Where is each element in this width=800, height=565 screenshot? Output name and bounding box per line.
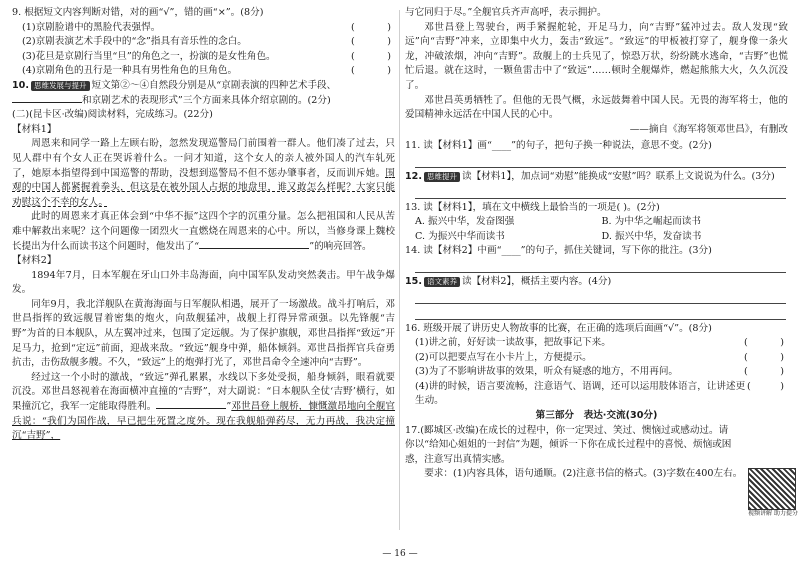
q10: 10. 思维发展与提升 短文第②～④自然段分别是从“京剧表演的四种艺术手段、 [12,79,337,91]
q10-blank[interactable] [12,102,82,103]
q13-blank[interactable] [199,248,309,249]
material-2-source: ——摘自《海军将领邓世昌》，有删改 [629,123,788,135]
material-2-para-1: 1894年7月，日本军舰在牙山口外丰岛海面，向中国军队发动突然袭击。甲午战争爆发。 [12,269,395,296]
q12: 12. 思维提升 读【材料1】，加点词“劝慰”能换成“安慰”吗？联系上文说说为什么。(3分) [405,170,775,182]
q13-option-a[interactable]: A. 振兴中华，发奋图强 [415,216,515,228]
q10-tag: 思维发展与提升 [31,81,90,91]
column-divider [399,10,400,530]
q13-options [405,215,788,244]
q13-stem: 13. 读【材料1】，填在文中横线上最恰当的一项是( )。(2分) [405,201,660,213]
q9-item-3: (3)花旦是京剧行当里“旦”的角色之一，扮演的是女性角色。 ( ) [22,50,391,62]
q9-item-1: (1)京剧脸谱中的黑脸代表强悍。 ( ) [22,21,391,33]
q11-answer-line[interactable] [415,154,786,168]
material-1-title: 【材料1】 [12,123,57,135]
left-column [12,6,395,444]
q12-tag: 思维提升 [424,172,460,182]
q16-stem: 16. 班级开展了讲历史人物故事的比赛，在正确的选项后面画“√”。(8分) [405,322,712,334]
q13-option-b[interactable]: B. 为中华之崛起而读书 [601,216,701,228]
material-1-para-1: 周恩来和同学一路上左顾右盼，忽然发现巡警局门前围着一群人。他们凑了过去，只见人群中有个女人正在哭诉着什么。一问才知道，这个女人的亲人被外国人的汽车轧死了，她原本指望得到中国巡警的帮助，没想到巡警局不但不惩办肇事者，反而训斥她。围观的中国人都紧握着拳头，但这是在被外国人占据的地盘里，谁又敢怎么样呢？大家只能劝慰这个不幸的女人。 [12,138,395,208]
q10-line2: 和京剧艺术的表现形式”三个方面来具体介绍京剧的。(2分) [12,94,395,109]
material-2-para-5: 邓世昌英勇牺牲了。但他的无畏气概，永远鼓舞着中国人民。无畏的海军将士，他的爱国精神永远活在中国人民的心中。 [405,94,788,121]
q15-answer-line-2[interactable] [415,306,786,320]
q16-item-2: (2)可以把要点写在小卡片上，方便提示。 ( ) [415,351,784,363]
q16-item-4: (4)讲的时候，语言要流畅，注意语气、语调，还可以运用肢体语言，让讲述更生动。 ( ) [415,380,784,407]
q17-requirements: 要求：(1)内容具体，语句通顺。(2)注意书信的格式。(3)字数在400左右。 [424,468,743,480]
q9-item-2: (2)京剧表演艺术手段中的“念”指具有音乐性的念白。 ( ) [22,36,391,48]
material-2-para-2: 同年9月，我北洋舰队在黄海海面与日军舰队相遇，展开了一场激战。战斗打响后，邓世昌指挥的致远舰冒着密集的炮火，向敌舰猛冲，战舰上打得异常顽强。以先锋舰“吉野”为首的日本舰队，从左翼冲过来，包围了定远舰。为了保护旗舰，邓世昌指挥“致远”开足马力，抢到“定远”前面，迎战来敌。“致远”舰身中弹，船体倾斜。邓世昌指挥官兵奋勇抗击，击伤敌舰多艘。不久，“致远”上的炮弹打光了，邓世昌命令全速冲向“吉野”。 [12,298,395,369]
q17-stem: 17.(郾城区·改编)在成长的过程中，你一定哭过、笑过、懊恼过或感动过。请你以“给知心姐姐的一封信”为题，倾诉一下你在成长过程中的喜悦、烦恼或困惑，注意写出真情实感。 [405,424,732,465]
page-number: — 16 — [382,549,418,559]
qr-code-icon[interactable] [748,468,796,510]
q14: 14. 读【材料2】中画“____”的句子，抓住关键词，写下你的批注。(3分) [405,245,712,257]
section-2-title: (二)(昆卡区·改编)阅读材料，完成练习。(22分) [12,109,213,121]
material-2-para-3-cont: 与它同归于尽。”全舰官兵齐声高呼，表示拥护。 [405,7,607,18]
q13-option-c[interactable]: C. 为振兴中华而读书 [415,230,505,242]
q15-tag: 语文素养 [424,277,460,287]
material-2-para-4: 邓世昌登上驾驶台，两手紧握舵轮，开足马力，向“吉野”猛冲过去。敌人发现“致远”向“吉野”冲来，立即集中火力，轰击“致远”。“致远”的甲板被打穿了，舰身像一条火龙，冲破浓烟，冲向“吉野”。敌舰上的士兵见了，惊恐万状，纷纷跳水逃命，“吉野”也慌忙后退。就在这时，一颗鱼雷击中了“致远”……顿时全舰爆炸，燃起熊熊大火，久久沉没了。 [405,21,788,91]
qr-code-label: 视频讲解 助力提分 [748,510,798,517]
q12-answer-line[interactable] [415,185,786,199]
right-column [405,6,788,482]
q9-item-4: (4)京剧角色的丑行是一种具有男性角色的旦角色。 ( ) [22,65,391,77]
material-2-title: 【材料2】 [12,255,57,267]
q16-item-1: (1)讲之前，好好读一读故事，把故事记下来。 ( ) [415,337,784,349]
q11: 11. 读【材料1】画“____”的句子，把句子换一种说法，意思不变。(2分) [405,140,712,152]
q15-answer-line-1[interactable] [415,290,786,304]
q14-answer-line[interactable] [415,259,786,273]
material-2-para-3: 经过这一个小时的激战，“致远”弹孔累累，水线以下多处受损，船身倾斜，眼看就要沉没。邓世昌怒视着在海面横冲直撞的“吉野”，对大副说：“日本舰队全仗‘吉野’横行，如果撞沉它，我军一定能取得胜利。 ”邓世昌登上舰桥，慷慨激昂地向全舰官兵说：“我们为国作战，早已把生死置之度外。现在我舰船弹药尽，无力再战，我决定撞沉“吉野”， [12,371,396,442]
q16-item-3: (3)为了不影响讲故事的效果，听众有疑惑的地方，不用再问。 ( ) [415,366,784,378]
q13-option-d[interactable]: D. 振兴中华，发奋读书 [601,230,702,242]
q15: 15. 语文素养 读【材料2】，概括主要内容。(4分) [405,275,612,287]
q9-stem: 9. 根据短文内容判断对错，对的画“√”，错的画“×”。(8分) [12,7,264,18]
part-3-heading: 第三部分 表达·交流(30分) [535,410,658,422]
material-1-para-2: 此时的周恩来才真正体会到“中华不振”这四个字的沉重分量。怎么把祖国和人民从苦难中解救出来呢？这个问题像一团烈火一直燃烧在周恩来的心中。所以，当修身课上魏校长提出为什么而读书这个问题时，他发出了“ ”的响亮回答。 [12,211,395,252]
